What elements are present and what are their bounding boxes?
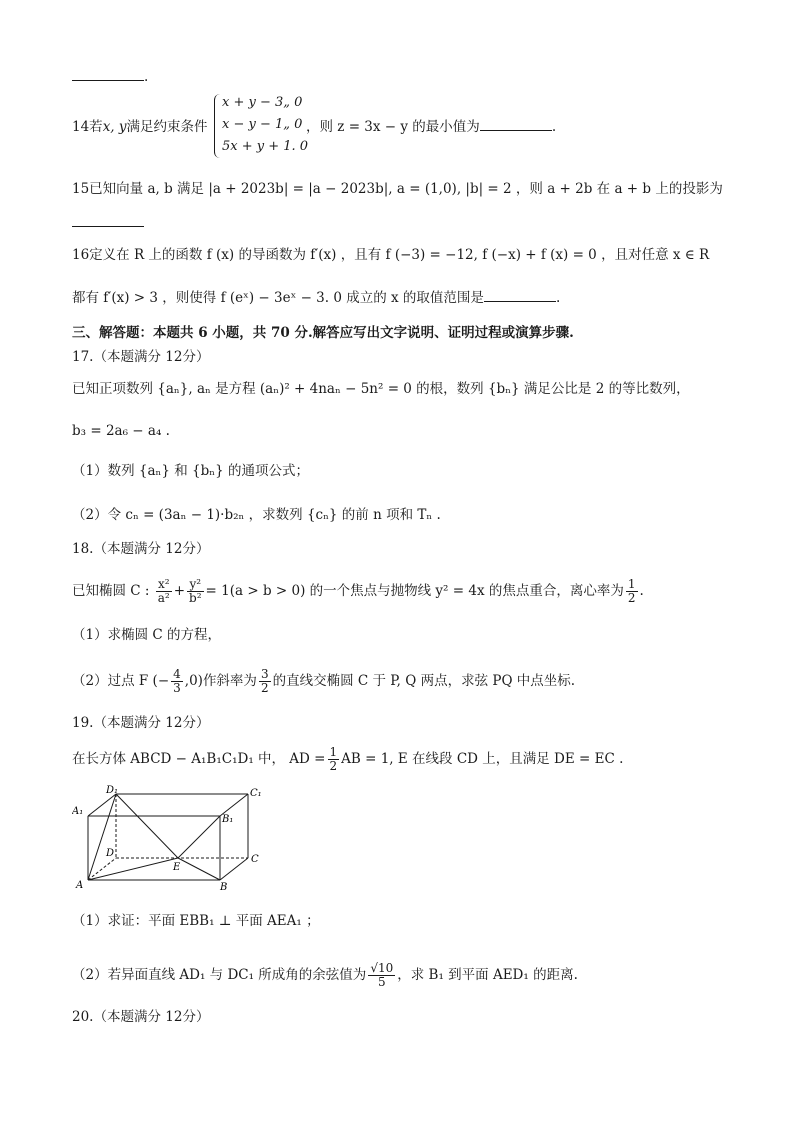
label-A1: A₁ bbox=[72, 806, 84, 817]
slope-fraction bbox=[259, 668, 271, 695]
q17-part-2: （2）令 cₙ = (3aₙ − 1)·b₂ₙ ，求数列 {cₙ} 的前 n 项和 Tₙ . bbox=[72, 507, 441, 523]
q14-vars: x, y bbox=[102, 119, 127, 135]
q14-number: 14若 bbox=[72, 119, 103, 135]
plus-sign: + bbox=[173, 583, 186, 599]
q18-line-1 bbox=[72, 578, 644, 605]
slope-label: 作斜率为 bbox=[202, 673, 257, 689]
answer-blank bbox=[72, 214, 144, 227]
q14-end: . bbox=[551, 119, 557, 135]
q19-question: ，求 B₁ 到平面 AED₁ 的距离. bbox=[397, 967, 578, 983]
label-B1: B₁ bbox=[222, 814, 234, 825]
q15-answer-line bbox=[72, 214, 144, 232]
q19-given: 在长方体 ABCD − A₁B₁C₁D₁ 中， AD = bbox=[72, 751, 326, 767]
q16-line-1: 16定义在 R 上的函数 f (x) 的导函数为 f′(x) ，且有 f (−3) = −12, f (−x) + f (x) = 0 ，且对任意 x ∈ R bbox=[72, 247, 710, 263]
x2-over-a2 bbox=[156, 578, 172, 605]
q14-condition: 满足约束条件 bbox=[126, 119, 208, 135]
q17-line-2: b₃ = 2a₆ − a₄ . bbox=[72, 423, 170, 439]
half-fraction bbox=[328, 746, 340, 773]
q15-text: 15已知向量 a, b 满足 |a + 2023b| = |a − 2023b|, a = (1,0), |b| = 2 ，则 a + 2b 在 a + b 上的投影为 bbox=[72, 181, 723, 197]
q19-condition: AB = 1, E 在线段 CD 上，且满足 DE = EC . bbox=[341, 751, 624, 767]
point-x-fraction bbox=[171, 668, 183, 695]
q19-header: 19.（本题满分 12分） bbox=[72, 715, 210, 731]
prev-answer-line bbox=[72, 68, 148, 86]
q17-line-1: 已知正项数列 {aₙ}, aₙ 是方程 (aₙ)² + 4naₙ − 5n² = 0 的根，数列 {bₙ} 满足公比是 2 的等比数列， bbox=[72, 381, 690, 397]
section-3-title: 三、解答题：本题共 6 小题，共 70 分.解答应写出文字说明、证明过程或演算步骤. bbox=[72, 325, 574, 341]
system-brace bbox=[214, 94, 221, 158]
frac-den: 3 bbox=[173, 681, 181, 695]
cuboid-figure bbox=[72, 784, 272, 894]
frac-num: 4 bbox=[173, 667, 181, 681]
q19-part-2 bbox=[72, 962, 578, 989]
constraint-2: x − y − 1„ 0 bbox=[222, 117, 303, 132]
q14-question: ，则 z = 3x − y 的最小值为 bbox=[306, 119, 480, 135]
q17-part-1: （1）数列 {aₙ} 和 {bₙ} 的通项公式； bbox=[72, 463, 309, 479]
frac-num: 1 bbox=[329, 745, 338, 759]
frac-den: 5 bbox=[377, 975, 386, 989]
q18-point-label: （2）过点 F bbox=[72, 673, 149, 689]
q19-line-1 bbox=[72, 746, 623, 773]
frac-num: 3 bbox=[260, 667, 269, 681]
line-end: . bbox=[639, 583, 644, 599]
frac-den: 2 bbox=[260, 681, 269, 695]
q18-question: 的直线交椭圆 C 于 P, Q 两点，求弦 PQ 中点坐标. bbox=[272, 673, 576, 689]
cosine-fraction bbox=[368, 962, 395, 989]
q18-part-2 bbox=[72, 668, 575, 695]
q18-header: 18.（本题满分 12分） bbox=[72, 541, 210, 557]
label-D: D bbox=[106, 848, 115, 859]
y2-over-b2 bbox=[187, 578, 204, 605]
frac-den: 2 bbox=[627, 591, 636, 605]
frac-num: 1 bbox=[627, 577, 636, 591]
trail-dot: . bbox=[144, 69, 149, 85]
q18-part-1: （1）求椭圆 C 的方程， bbox=[72, 627, 222, 643]
q14-lead bbox=[72, 118, 208, 136]
point-close: ,0) bbox=[184, 673, 203, 689]
q19-cosine-condition: （2）若异面直线 AD₁ 与 DC₁ 所成角的余弦值为 bbox=[72, 967, 367, 983]
frac-num: y² bbox=[187, 578, 204, 592]
q16-end: . bbox=[555, 290, 561, 306]
frac-den: a² bbox=[157, 591, 170, 605]
eccentricity-fraction bbox=[626, 578, 638, 605]
q18-condition: = 1(a > b > 0) 的一个焦点与抛物线 y² = 4x 的焦点重合，离心率为 bbox=[205, 583, 624, 599]
q14-constraint-system bbox=[222, 92, 308, 158]
q14-tail bbox=[306, 118, 556, 136]
label-E: E bbox=[173, 862, 181, 873]
q20-header: 20.（本题满分 12分） bbox=[72, 1009, 210, 1025]
constraint-3: 5x + y + 1. 0 bbox=[222, 139, 309, 154]
q19-part-1: （1）求证：平面 EBB₁ ⊥ 平面 AEA₁ ； bbox=[72, 913, 320, 929]
q16-line-2 bbox=[72, 289, 560, 307]
answer-blank bbox=[72, 68, 144, 81]
label-C1: C₁ bbox=[250, 788, 262, 799]
label-B: B bbox=[220, 882, 228, 893]
answer-blank bbox=[480, 118, 552, 131]
frac-num: √10 bbox=[370, 961, 394, 975]
frac-den: 2 bbox=[329, 759, 338, 773]
q16-question: 都有 f′(x) > 3 ，则使得 f (eˣ) − 3eˣ − 3. 0 成立的 x 的取值范围是 bbox=[72, 290, 484, 306]
label-D1: D₁ bbox=[106, 785, 119, 796]
frac-num: x² bbox=[156, 578, 172, 592]
label-A: A bbox=[76, 880, 84, 891]
constraint-1: x + y − 3„ 0 bbox=[222, 95, 303, 110]
point-open: (− bbox=[152, 673, 170, 689]
q18-ellipse-label: 已知椭圆 C : bbox=[72, 583, 150, 599]
label-C: C bbox=[251, 854, 259, 865]
answer-blank bbox=[484, 289, 556, 302]
q17-header: 17.（本题满分 12分） bbox=[72, 349, 210, 365]
frac-den: b² bbox=[189, 591, 202, 605]
